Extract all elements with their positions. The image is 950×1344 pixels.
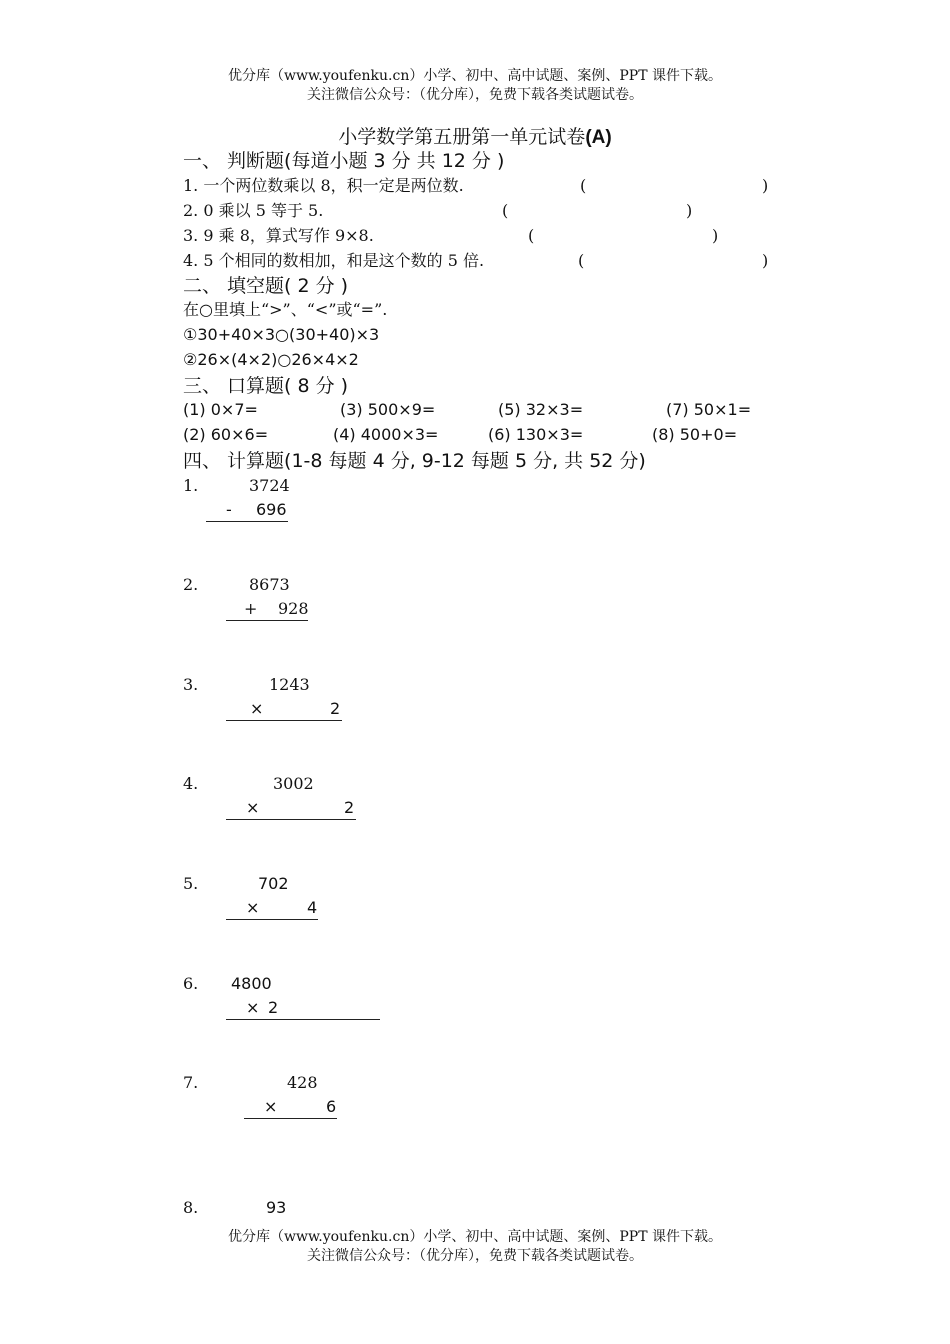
oral-item-4: (4) 4000×3= [333, 425, 439, 444]
calc-bottom-2: 928 [278, 599, 309, 618]
calc-operator-5: × [246, 898, 260, 917]
judge-answer-open-2: ( [502, 201, 509, 220]
judge-item-2: 2. 0 乘以 5 等于 5. [183, 201, 324, 220]
fill-item-2: ②26×(4×2)○26×4×2 [183, 350, 359, 369]
calc-bottom-row-5 [226, 897, 318, 920]
calc-number-4: 4. [183, 774, 199, 793]
calc-operator-1: - [226, 500, 232, 519]
calc-number-1: 1. [183, 476, 199, 495]
title-main: 小学数学第五册第一单元试卷 [338, 126, 586, 148]
section3-heading: 三、 口算题( 8 分 ) [183, 375, 349, 397]
oral-item-8: (8) 50+0= [652, 425, 738, 444]
judge-answer-open-4: ( [578, 251, 585, 270]
oral-item-5: (5) 32×3= [498, 400, 584, 419]
calc-top-4: 3002 [273, 774, 314, 793]
calc-operator-7: × [264, 1097, 278, 1116]
calc-operator-2: + [244, 599, 258, 618]
calc-bottom-row-4 [226, 797, 356, 820]
oral-item-2: (2) 60×6= [183, 425, 269, 444]
fill-instruction: 在○里填上“>”、“<”或“=”. [183, 300, 388, 319]
calc-number-6: 6. [183, 974, 199, 993]
judge-answer-close-3: ) [712, 226, 719, 245]
header-line-2: 关注微信公众号：（优分库），免费下载各类试题试卷。 [307, 87, 643, 103]
calc-bottom-6: 2 [268, 998, 279, 1017]
judge-item-3: 3. 9 乘 8，算式写作 9×8. [183, 226, 374, 245]
judge-answer-close-4: ) [762, 251, 769, 270]
calc-top-1: 3724 [249, 476, 290, 495]
calc-number-3: 3. [183, 675, 199, 694]
oral-item-6: (6) 130×3= [488, 425, 584, 444]
footer-line-1: 优分库（www.youfenku.cn）小学、初中、高中试题、案例、PPT 课件下载。 [227, 1229, 722, 1245]
calc-top-5: 702 [258, 874, 289, 893]
title-suffix: (A) [585, 127, 612, 148]
judge-item-4: 4. 5 个相同的数相加，和是这个数的 5 倍. [183, 251, 485, 270]
calc-number-2: 2. [183, 575, 199, 594]
calc-bottom-row-1 [206, 499, 288, 522]
calc-top-3: 1243 [269, 675, 310, 694]
calc-bottom-1: 696 [256, 500, 287, 519]
calc-top-8: 93 [266, 1198, 287, 1217]
section1-heading: 一、 判断题(每道小题 3 分 共 12 分 ) [183, 150, 505, 172]
judge-answer-open-3: ( [528, 226, 535, 245]
section4-heading: 四、 计算题(1-8 每题 4 分, 9-12 每题 5 分, 共 52 分) [183, 450, 646, 472]
calc-bottom-row-2 [226, 598, 308, 621]
judge-answer-close-2: ) [686, 201, 693, 220]
calc-top-6: 4800 [231, 974, 272, 993]
oral-item-3: (3) 500×9= [340, 400, 436, 419]
judge-answer-close-1: ) [762, 176, 769, 195]
calc-bottom-3: 2 [330, 699, 341, 718]
calc-number-5: 5. [183, 874, 199, 893]
oral-item-7: (7) 50×1= [666, 400, 752, 419]
calc-bottom-4: 2 [344, 798, 355, 817]
page-title [0, 125, 950, 150]
calc-bottom-row-7 [244, 1096, 337, 1119]
oral-item-1: (1) 0×7= [183, 400, 258, 419]
calc-bottom-7: 6 [326, 1097, 337, 1116]
calc-top-2: 8673 [249, 575, 290, 594]
footer-line-2: 关注微信公众号：（优分库），免费下载各类试题试卷。 [307, 1248, 643, 1264]
calc-bottom-5: 4 [307, 898, 318, 917]
judge-item-1: 1. 一个两位数乘以 8，积一定是两位数. [183, 176, 464, 195]
calc-bottom-row-6 [226, 997, 380, 1020]
calc-number-8: 8. [183, 1198, 199, 1217]
header-line-1: 优分库（www.youfenku.cn）小学、初中、高中试题、案例、PPT 课件下载。 [227, 68, 722, 84]
calc-operator-4: × [246, 798, 260, 817]
calc-operator-6: × [246, 998, 260, 1017]
fill-item-1: ①30+40×3○(30+40)×3 [183, 325, 380, 344]
calc-operator-3: × [250, 699, 264, 718]
section2-heading: 二、 填空题( 2 分 ) [183, 275, 349, 297]
calc-number-7: 7. [183, 1073, 199, 1092]
calc-bottom-row-3 [226, 698, 342, 721]
judge-answer-open-1: ( [580, 176, 587, 195]
calc-top-7: 428 [287, 1073, 318, 1092]
